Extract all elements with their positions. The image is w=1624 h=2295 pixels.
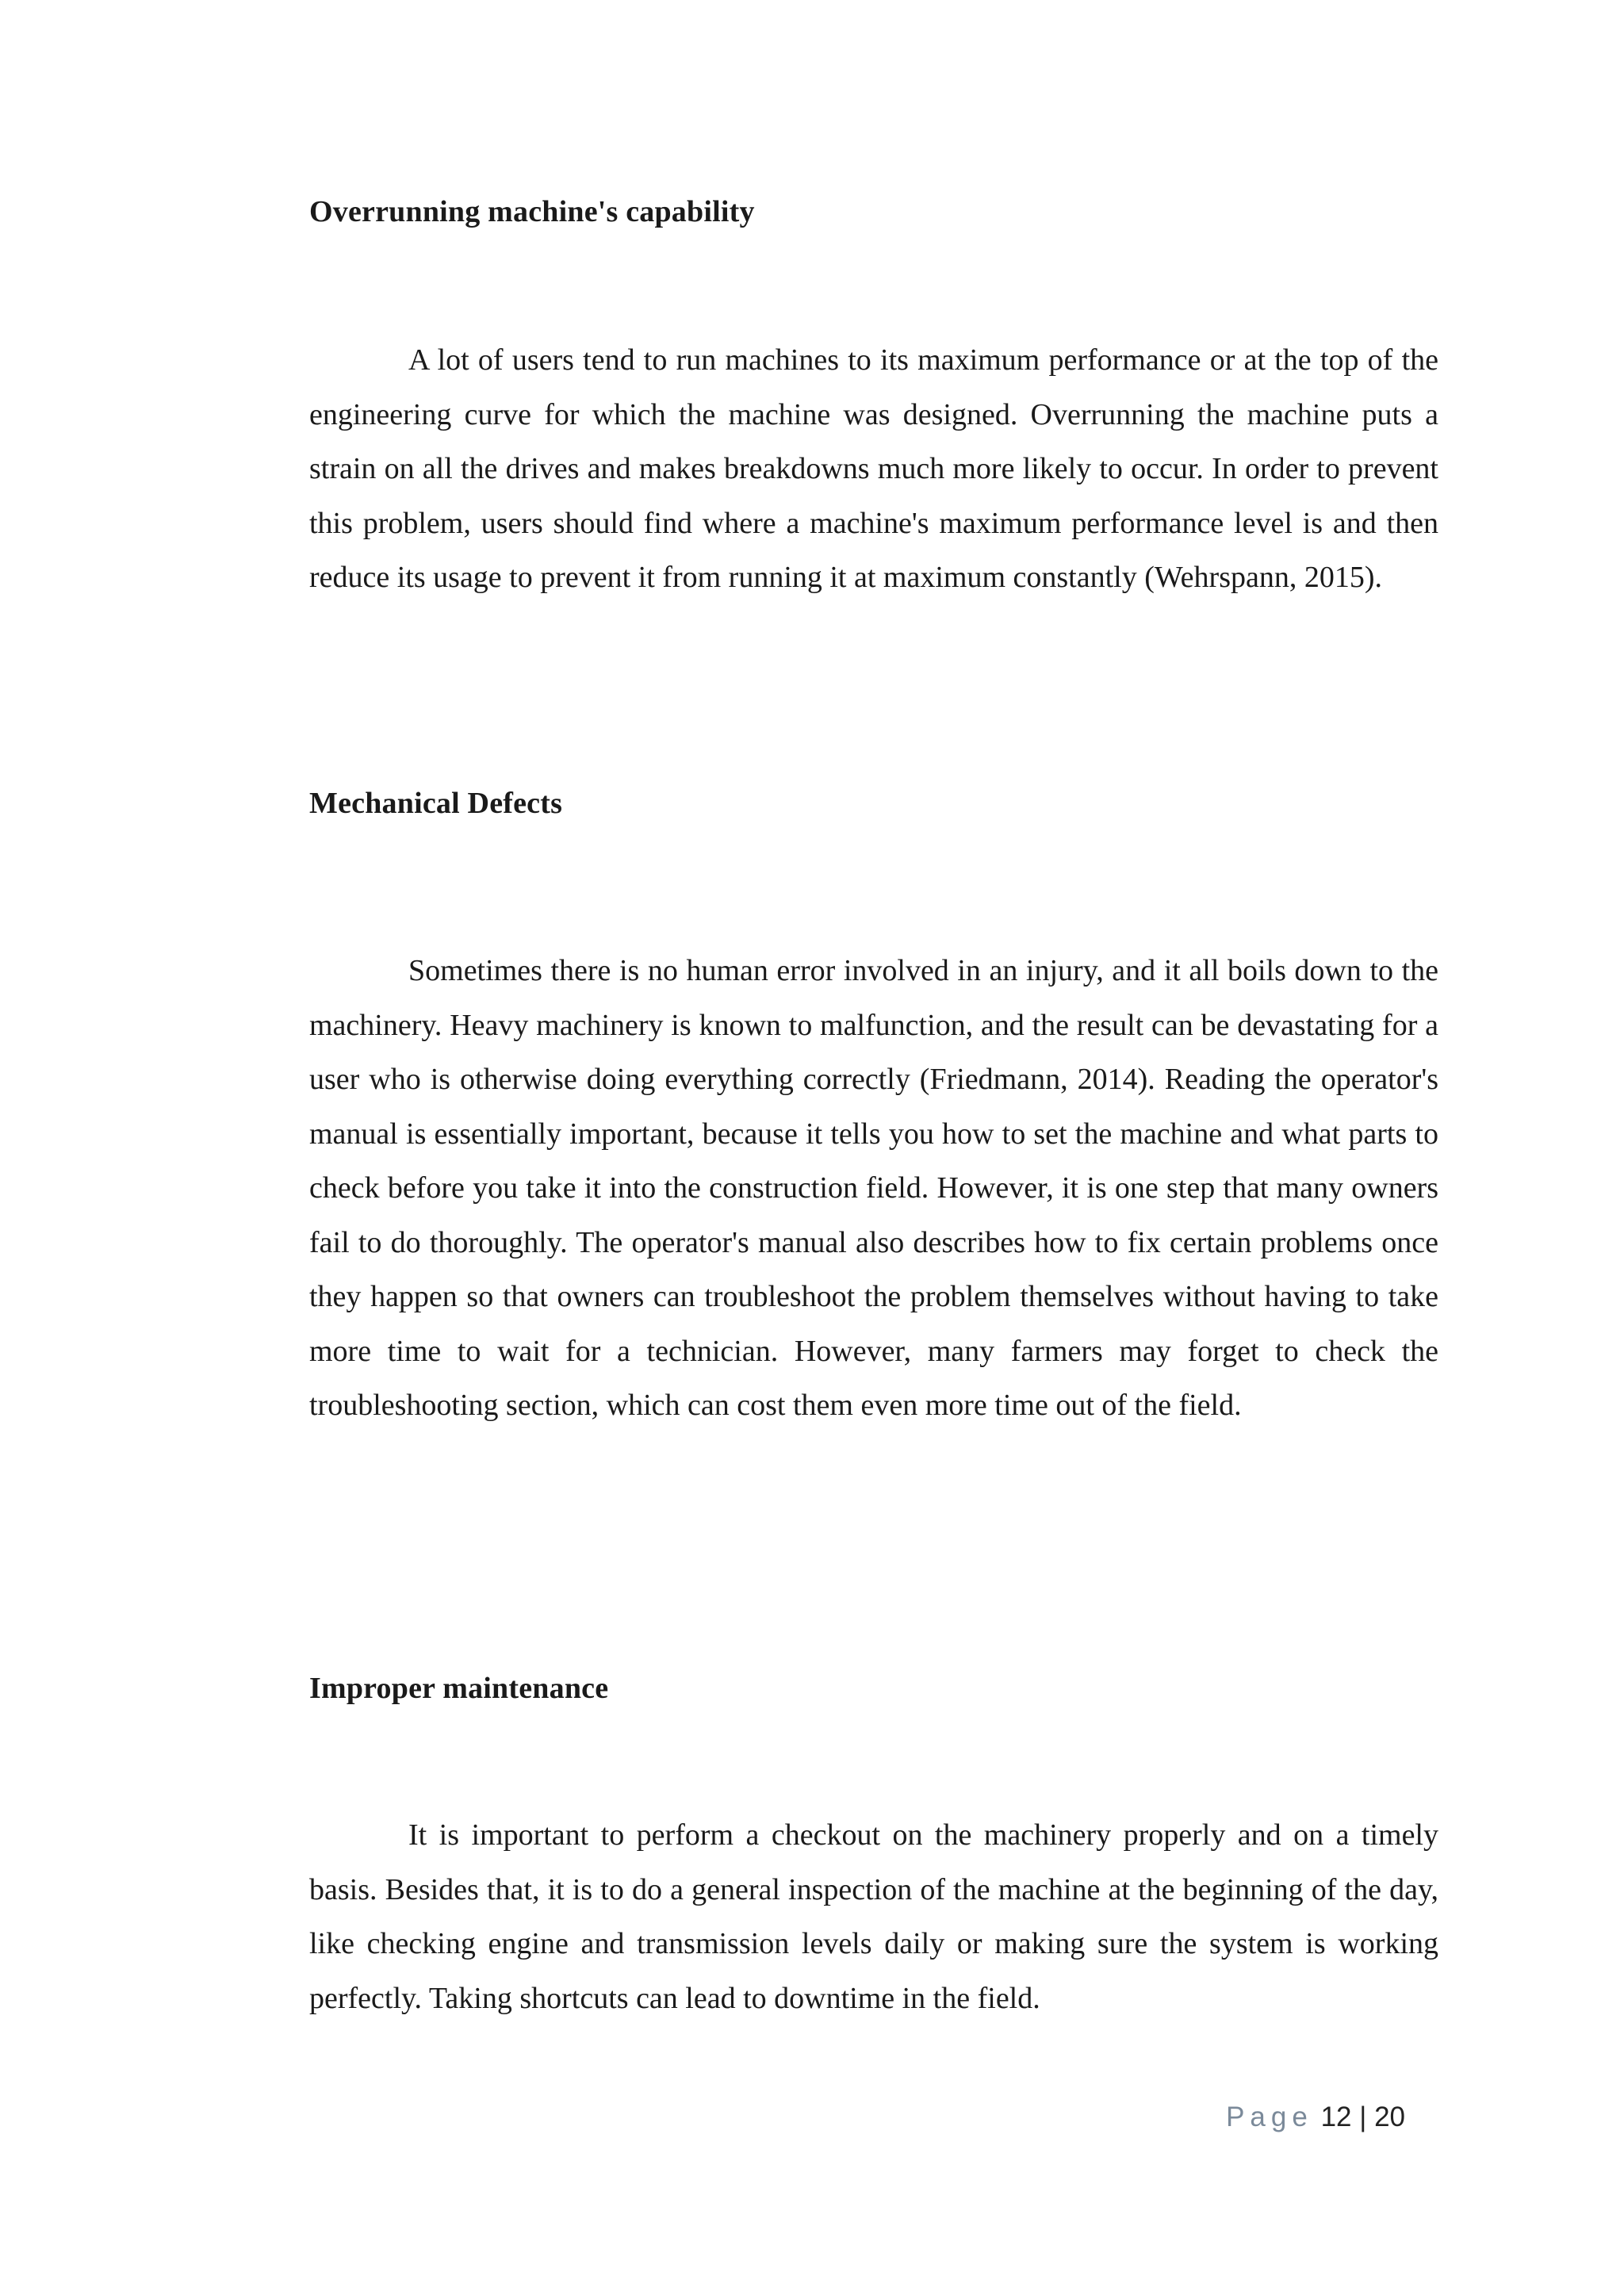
total-pages: 20 <box>1374 2102 1405 2132</box>
section-heading-improper-maintenance: Improper maintenance <box>309 1672 609 1705</box>
page-label: Page <box>1226 2102 1313 2132</box>
section-paragraph-improper-maintenance: It is important to perform a checkout on the machinery properly and on a timely basis. Besides that, it is to do a general inspection of the machine at the beginning of the day, like checking engine and transmission levels daily or making sure the system is working perfectly. Taking shortcuts can lead to downtime in the field. <box>309 1818 1438 2015</box>
page-number: 12 <box>1320 2102 1352 2132</box>
section-paragraph-mechanical-defects: Sometimes there is no human error involved in an injury, and it all boils down to the machinery. Heavy machinery is known to malfunction, and the result can be devastating for a user who is otherwise doing everything correctly (Friedmann, 2014). Reading the operator's manual is essentially important, because it tells you how to set the machine and what parts to check before you take it into the construction field. However, it is one step that many owners fail to do thoroughly. The operator's manual also describes how to fix certain problems once they happen so that owners can troubleshoot the problem themselves without having to take more time to wait for a technician. However, many farmers may forget to check the troubleshooting section, which can cost them even more time out of the field. <box>309 954 1438 1422</box>
section-paragraph-overrunning: A lot of users tend to run machines to its maximum performance or at the top of the engineering curve for which the machine was designed. Overrunning the machine puts a strain on all the drives and makes breakdowns much more likely to occur. In order to prevent this problem, users should find where a machine's maximum performance level is and then reduce its usage to prevent it from running it at maximum constantly (Wehrspann, 2015). <box>309 343 1438 594</box>
section-heading-mechanical-defects: Mechanical Defects <box>309 787 563 820</box>
page-footer <box>1226 2103 1405 2131</box>
section-heading-overrunning: Overrunning machine's capability <box>309 195 755 228</box>
page-separator: | <box>1359 2102 1367 2132</box>
